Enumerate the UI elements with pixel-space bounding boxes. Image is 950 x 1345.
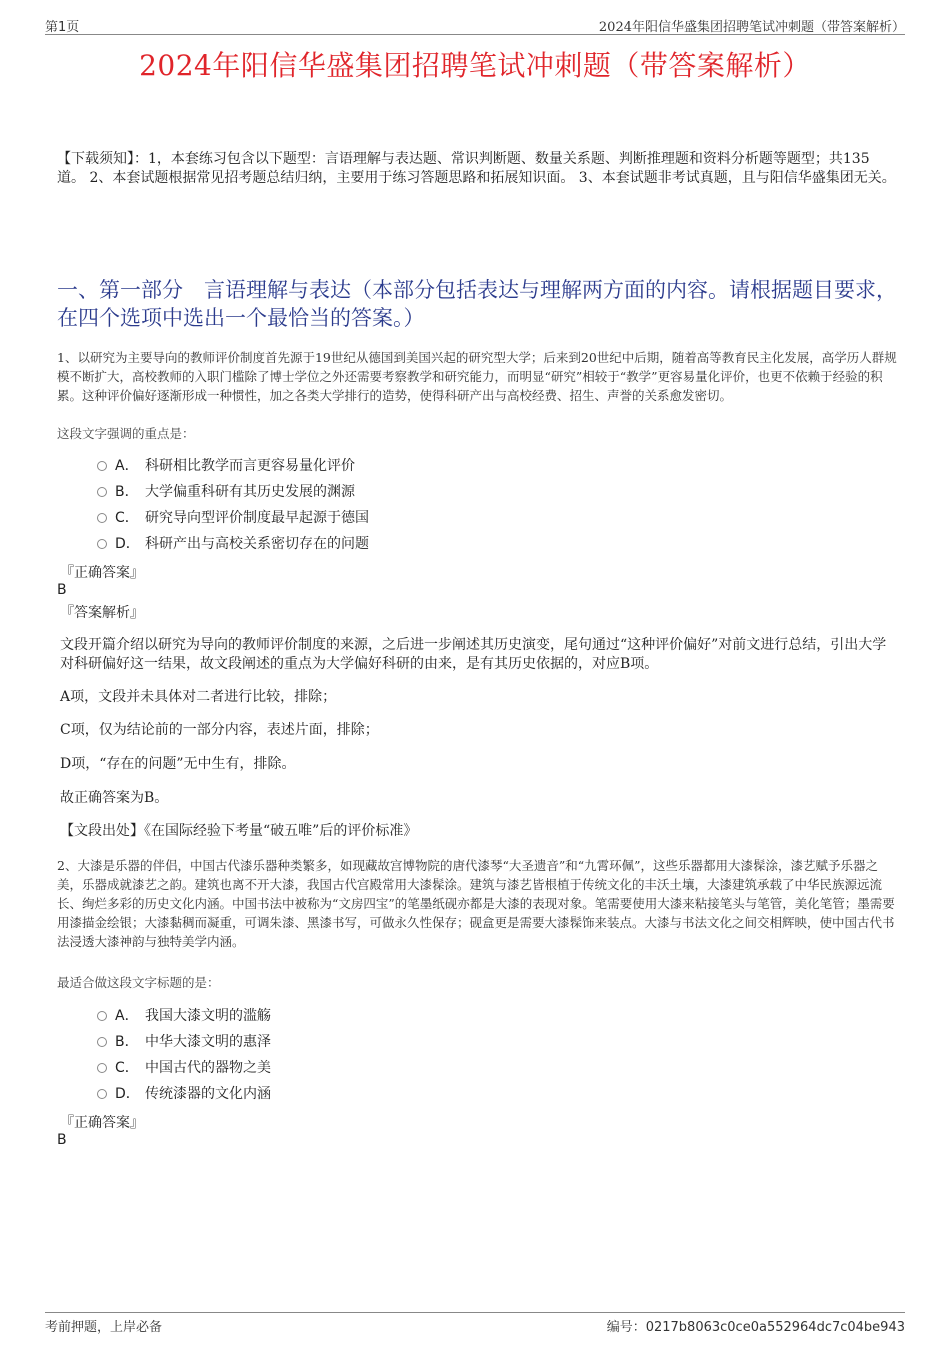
option-c[interactable]: C． 研究导向型评价制度最早起源于德国 <box>97 504 369 530</box>
question-1-prompt: 这段文字强调的重点是： <box>57 426 195 441</box>
question-2-prompt: 最适合做这段文字标题的是： <box>57 975 220 990</box>
analysis-conclusion: 故正确答案为B。 <box>60 790 169 806</box>
answer-value: B <box>57 1132 67 1148</box>
answer-label: 『正确答案』 <box>60 1115 144 1131</box>
radio-icon[interactable] <box>97 513 107 523</box>
section-heading: 一、第一部分 言语理解与表达（本部分包括表达与理解两方面的内容。请根据题目要求，在四个选项中选出一个最恰当的答案。） <box>57 278 897 330</box>
question-2-options <box>97 1002 271 1106</box>
analysis-line-d: D项，“存在的问题”无中生有，排除。 <box>60 756 296 772</box>
answer-value: B <box>57 582 67 598</box>
download-notice: 【下载须知】：1，本套练习包含以下题型：言语理解与表达题、常识判断题、数量关系题、判断推理题和资料分析题等题型；共135道。 2、本套试题根据常见招考题总结归纳，主要用于练习答题思路和拓展知识面。 3、本套试题非考试真题，且与阳信华盛集团无关。 <box>57 151 896 186</box>
document-code: 编号：0217b8063c0ce0a552964dc7c04be943 <box>606 1320 905 1335</box>
option-d[interactable]: D． 科研产出与高校关系密切存在的问题 <box>97 530 369 556</box>
analysis-line-c: C项，仅为结论前的一部分内容，表述片面，排除； <box>60 722 379 738</box>
page-number: 第1页 <box>45 20 80 35</box>
page-header <box>45 14 905 35</box>
footer-slogan: 考前押题，上岸必备 <box>45 1320 163 1335</box>
analysis-label: 『答案解析』 <box>60 605 144 621</box>
question-1-options <box>97 452 369 556</box>
option-a[interactable]: A． 科研相比教学而言更容易量化评价 <box>97 452 369 478</box>
radio-icon[interactable] <box>97 539 107 549</box>
option-a[interactable]: A． 我国大漆文明的滥觞 <box>97 1002 271 1028</box>
option-b[interactable]: B． 大学偏重科研有其历史发展的渊源 <box>97 478 369 504</box>
radio-icon[interactable] <box>97 1063 107 1073</box>
source-citation: 【文段出处】《在国际经验下考量“破五唯”后的评价标准》 <box>60 823 418 839</box>
option-d[interactable]: D． 传统漆器的文化内涵 <box>97 1080 271 1106</box>
radio-icon[interactable] <box>97 487 107 497</box>
analysis-line-a: A项，文段并未具体对二者进行比较，排除； <box>60 689 337 705</box>
page-footer <box>45 1312 905 1333</box>
option-b[interactable]: B． 中华大漆文明的惠泽 <box>97 1028 271 1054</box>
option-c[interactable]: C． 中国古代的器物之美 <box>97 1054 271 1080</box>
radio-icon[interactable] <box>97 1037 107 1047</box>
radio-icon[interactable] <box>97 1011 107 1021</box>
radio-icon[interactable] <box>97 1089 107 1099</box>
document-title: 2024年阳信华盛集团招聘笔试冲刺题（带答案解析） <box>139 49 811 82</box>
answer-label: 『正确答案』 <box>60 565 144 581</box>
question-2-text: 2、大漆是乐器的伴侣，中国古代漆乐器种类繁多，如现藏故宫博物院的唐代漆琴“大圣遗音”和“九霄环佩”，这些乐器都用大漆髹涂，漆艺赋予乐器之美，乐器成就漆艺之韵。建筑也离不开大漆，我国古代宫殿常用大漆髹涂。建筑与漆艺皆根植于传统文化的丰沃土壤，大漆建筑承载了中华民族源远流长、绚烂多彩的历史文化内涵。中国书法中被称为“文房四宝”的笔墨纸砚亦都是大漆的表现对象。笔需要使用大漆来粘接笔头与笔管，美化笔管；墨需要用漆描金绘银；大漆黏稠而凝重，可调朱漆、黑漆书写，可做永久性保存；砚盒更是需要大漆髹饰来装点。大漆与书法文化之间交相辉映，使中国古代书法浸透大漆神韵与独特美学内涵。 <box>57 858 895 949</box>
question-1-text: 1、以研究为主要导向的教师评价制度首先源于19世纪从德国到美国兴起的研究型大学；后来到20世纪中后期，随着高等教育民主化发展，高学历人群规模不断扩大，高校教师的入职门槛除了博士学位之外还需要考察教学和研究能力，而明显“研究”相较于“教学”更容易量化评价，也更不依赖于经验的积累。这种评价偏好逐渐形成一种惯性，加之各类大学排行的造势，使得科研产出与高校经费、招生、声誉的关系愈发密切。 <box>57 350 897 403</box>
header-doc-title: 2024年阳信华盛集团招聘笔试冲刺题（带答案解析） <box>598 20 905 35</box>
analysis-paragraph: 文段开篇介绍以研究为导向的教师评价制度的来源，之后进一步阐述其历史演变，尾句通过“这种评价偏好”对前文进行总结，引出大学对科研偏好这一结果，故文段阐述的重点为大学偏好科研的由来，是有其历史依据的，对应B项。 <box>60 637 887 672</box>
radio-icon[interactable] <box>97 461 107 471</box>
